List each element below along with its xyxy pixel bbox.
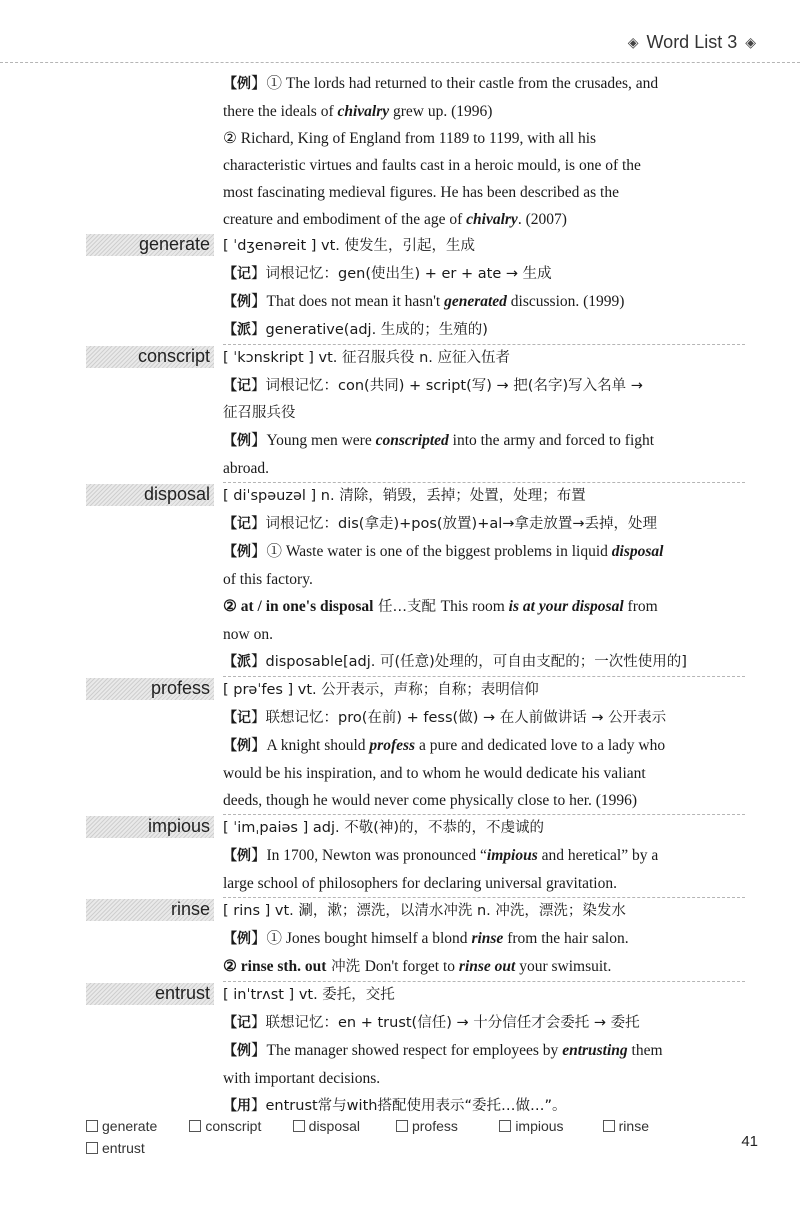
keyword: is at your disposal [508, 598, 624, 615]
example-text: your swimsuit. [515, 958, 612, 975]
memory-tag: 【记 [223, 710, 251, 726]
checklist-item[interactable] [189, 1118, 292, 1140]
example-text: 】① Jones bought himself a blond [251, 930, 472, 947]
memory-text: 】联想记忆：pro(在前) + fess(做) → 在人前做讲话 → 公开表示 [251, 710, 667, 726]
checkbox-icon[interactable] [86, 1120, 98, 1132]
memory-text: 征召服兵役 [223, 405, 296, 421]
headword: generate [138, 234, 210, 254]
example-text: from the hair salon. [503, 930, 629, 947]
headword-bar [86, 678, 214, 700]
headword: disposal [143, 484, 210, 504]
phrase: ② at / in one's disposal [223, 598, 374, 615]
phrase: ② rinse sth. out [223, 958, 327, 975]
example-text: and heretical” by a [537, 847, 659, 864]
diamond-arrow-left-icon: ◈ [627, 34, 639, 50]
example-text: . (2007) [517, 211, 567, 228]
entry-entrust [0, 982, 800, 1120]
memory-text: 】联想记忆：en + trust(信任) → 十分信任才会委托 → 委托 [251, 1015, 640, 1031]
headword-bar [86, 346, 214, 368]
keyword: chivalry [337, 103, 390, 120]
example-text: deeds, though he would never come physically close to her. (1996) [223, 792, 638, 809]
entry-conscript [0, 345, 800, 482]
checkbox-icon[interactable] [396, 1120, 408, 1132]
memory-text: 】词根记忆：dis(拿走)+pos(放置)+al→拿走放置→丢掉，处理 [251, 516, 658, 532]
checklist-item[interactable] [86, 1118, 189, 1140]
checkbox-icon[interactable] [499, 1120, 511, 1132]
keyword: profess [369, 737, 416, 754]
example-text: would be his inspiration, and to whom he would dedicate his valiant [223, 765, 646, 782]
entry-profess [0, 677, 800, 814]
checkbox-icon[interactable] [86, 1142, 98, 1154]
example-text: into the army and forced to fight [448, 432, 655, 449]
derivative-tag: 【派 [223, 654, 251, 670]
checkbox-icon[interactable] [293, 1120, 305, 1132]
definition: [ prəˈfes ] vt. 公开表示，声称；自称；表明信仰 [223, 682, 539, 698]
diamond-arrow-right-icon: ◈ [745, 34, 756, 50]
page-header [0, 28, 800, 63]
checklist-item[interactable] [86, 1140, 195, 1162]
derivative-text: 】disposable[adj. 可(任意)处理的，可自由支配的；一次性使用的] [251, 654, 687, 670]
keyword: entrusting [562, 1042, 628, 1059]
example-tag: 【例 [223, 544, 251, 560]
example-text: 】A knight should [251, 737, 370, 754]
derivative-text: 】generative(adj. 生成的；生殖的) [251, 322, 488, 338]
example-text: grew up. (1996) [389, 103, 493, 120]
headword: rinse [170, 899, 210, 919]
phrase-meaning: 任…支配 [373, 599, 441, 615]
headword-bar [86, 234, 214, 256]
headword-bar [86, 983, 214, 1005]
entry-disposal [0, 483, 800, 676]
headword: entrust [154, 983, 210, 1003]
example-text: ② Richard, King of England from 1189 to 1199, with all his [223, 130, 597, 147]
checklist-label: conscript [205, 1118, 262, 1134]
example-tag: 【例 [223, 738, 251, 754]
header-title-group [628, 32, 756, 53]
definition: [ rins ] vt. 涮，漱；漂洗，以清水冲洗 n. 冲洗，漂洗；染发水 [223, 903, 626, 919]
checklist-item[interactable] [603, 1118, 706, 1140]
example-text: 】① The lords had returned to their castle from the crusades, and [251, 75, 659, 92]
example-text: characteristic virtues and faults cast in a heroic mould, is one of the [223, 157, 641, 174]
review-checklist [86, 1118, 706, 1162]
example-text: from [623, 598, 658, 615]
usage-text: 】entrust常与with搭配使用表示“委托…做…”。 [251, 1098, 567, 1114]
definition: [ ˈdʒenəreit ] vt. 使发生，引起，生成 [223, 238, 476, 254]
headword: conscript [137, 346, 210, 366]
example-text: large school of philosophers for declaring universal gravitation. [223, 875, 617, 892]
example-text: them [627, 1042, 663, 1059]
entry-generate [0, 233, 800, 344]
example-tag: 【例 [223, 433, 251, 449]
example-text: abroad. [223, 460, 270, 477]
example-text: 】In 1700, Newton was pronounced “ [251, 847, 487, 864]
keyword: generated [444, 293, 507, 310]
example-tag: 【例 [223, 848, 251, 864]
memory-text: 】词根记忆：gen(使出生) + er + ate → 生成 [251, 266, 552, 282]
derivative-tag: 【派 [223, 322, 251, 338]
memory-tag: 【记 [223, 378, 251, 394]
example-text: discussion. (1999) [506, 293, 625, 310]
keyword: rinse out [458, 958, 516, 975]
keyword: disposal [611, 543, 664, 560]
example-text: creature and embodiment of the age of [223, 211, 467, 228]
checkbox-icon[interactable] [189, 1120, 201, 1132]
example-text: Don't forget to [364, 958, 459, 975]
checklist-label: rinse [618, 1118, 649, 1134]
entry-rinse [0, 898, 800, 981]
checklist-item[interactable] [499, 1118, 602, 1140]
word-list-content [0, 70, 800, 1120]
checklist-label: entrust [102, 1140, 145, 1156]
definition: [ diˈspəuzəl ] n. 清除，销毁，丢掉；处置，处理；布置 [223, 488, 586, 504]
checkbox-icon[interactable] [603, 1120, 615, 1132]
example-text: now on. [223, 626, 273, 643]
checklist-item[interactable] [396, 1118, 499, 1140]
checklist-label: profess [411, 1118, 458, 1134]
definition: [ ˈimˌpaiəs ] adj. 不敬(神)的，不恭的，不虔诚的 [223, 820, 545, 836]
example-text: with important decisions. [223, 1070, 381, 1087]
example-tag: 【例 [223, 76, 251, 92]
example-tag: 【例 [223, 294, 251, 310]
memory-tag: 【记 [223, 1015, 251, 1031]
memory-tag: 【记 [223, 516, 251, 532]
definition: [ ˈkɔnskript ] vt. 征召服兵役 n. 应征入伍者 [223, 350, 511, 366]
entry-impious [0, 815, 800, 897]
headword-bar [86, 484, 214, 506]
checklist-label: impious [515, 1118, 564, 1134]
headword-bar [86, 816, 214, 838]
keyword: impious [486, 847, 538, 864]
example-text: 】① Waste water is one of the biggest problems in liquid [251, 543, 612, 560]
example-tag: 【例 [223, 931, 251, 947]
checklist-label: disposal [308, 1118, 361, 1134]
example-text: most fascinating medieval figures. He has been described as the [223, 184, 619, 201]
header-title: Word List 3 [646, 32, 738, 52]
headword: profess [150, 678, 210, 698]
phrase-meaning: 冲洗 [326, 959, 365, 975]
example-text: there the ideals of [223, 103, 338, 120]
entry-chivalry-continued [0, 70, 800, 233]
memory-tag: 【记 [223, 266, 251, 282]
headword: impious [147, 816, 210, 836]
example-text: 】That does not mean it hasn't [251, 293, 445, 310]
headword-bar [86, 899, 214, 921]
memory-text: 】词根记忆：con(共同) + script(写) → 把(名字)写入名单 → [251, 378, 643, 394]
example-text: a pure and dedicated love to a lady who [415, 737, 666, 754]
keyword: chivalry [466, 211, 518, 228]
keyword: conscripted [375, 432, 449, 449]
usage-tag: 【用 [223, 1098, 251, 1114]
example-text: 】The manager showed respect for employees by [251, 1042, 563, 1059]
page-number: 41 [741, 1133, 758, 1150]
definition: [ inˈtrʌst ] vt. 委托，交托 [223, 987, 395, 1003]
example-text: of this factory. [223, 571, 313, 588]
keyword: rinse [471, 930, 504, 947]
example-tag: 【例 [223, 1043, 251, 1059]
example-text: 】Young men were [251, 432, 376, 449]
checklist-label: generate [102, 1118, 158, 1134]
checklist-item[interactable] [293, 1118, 396, 1140]
example-text: This room [440, 598, 509, 615]
